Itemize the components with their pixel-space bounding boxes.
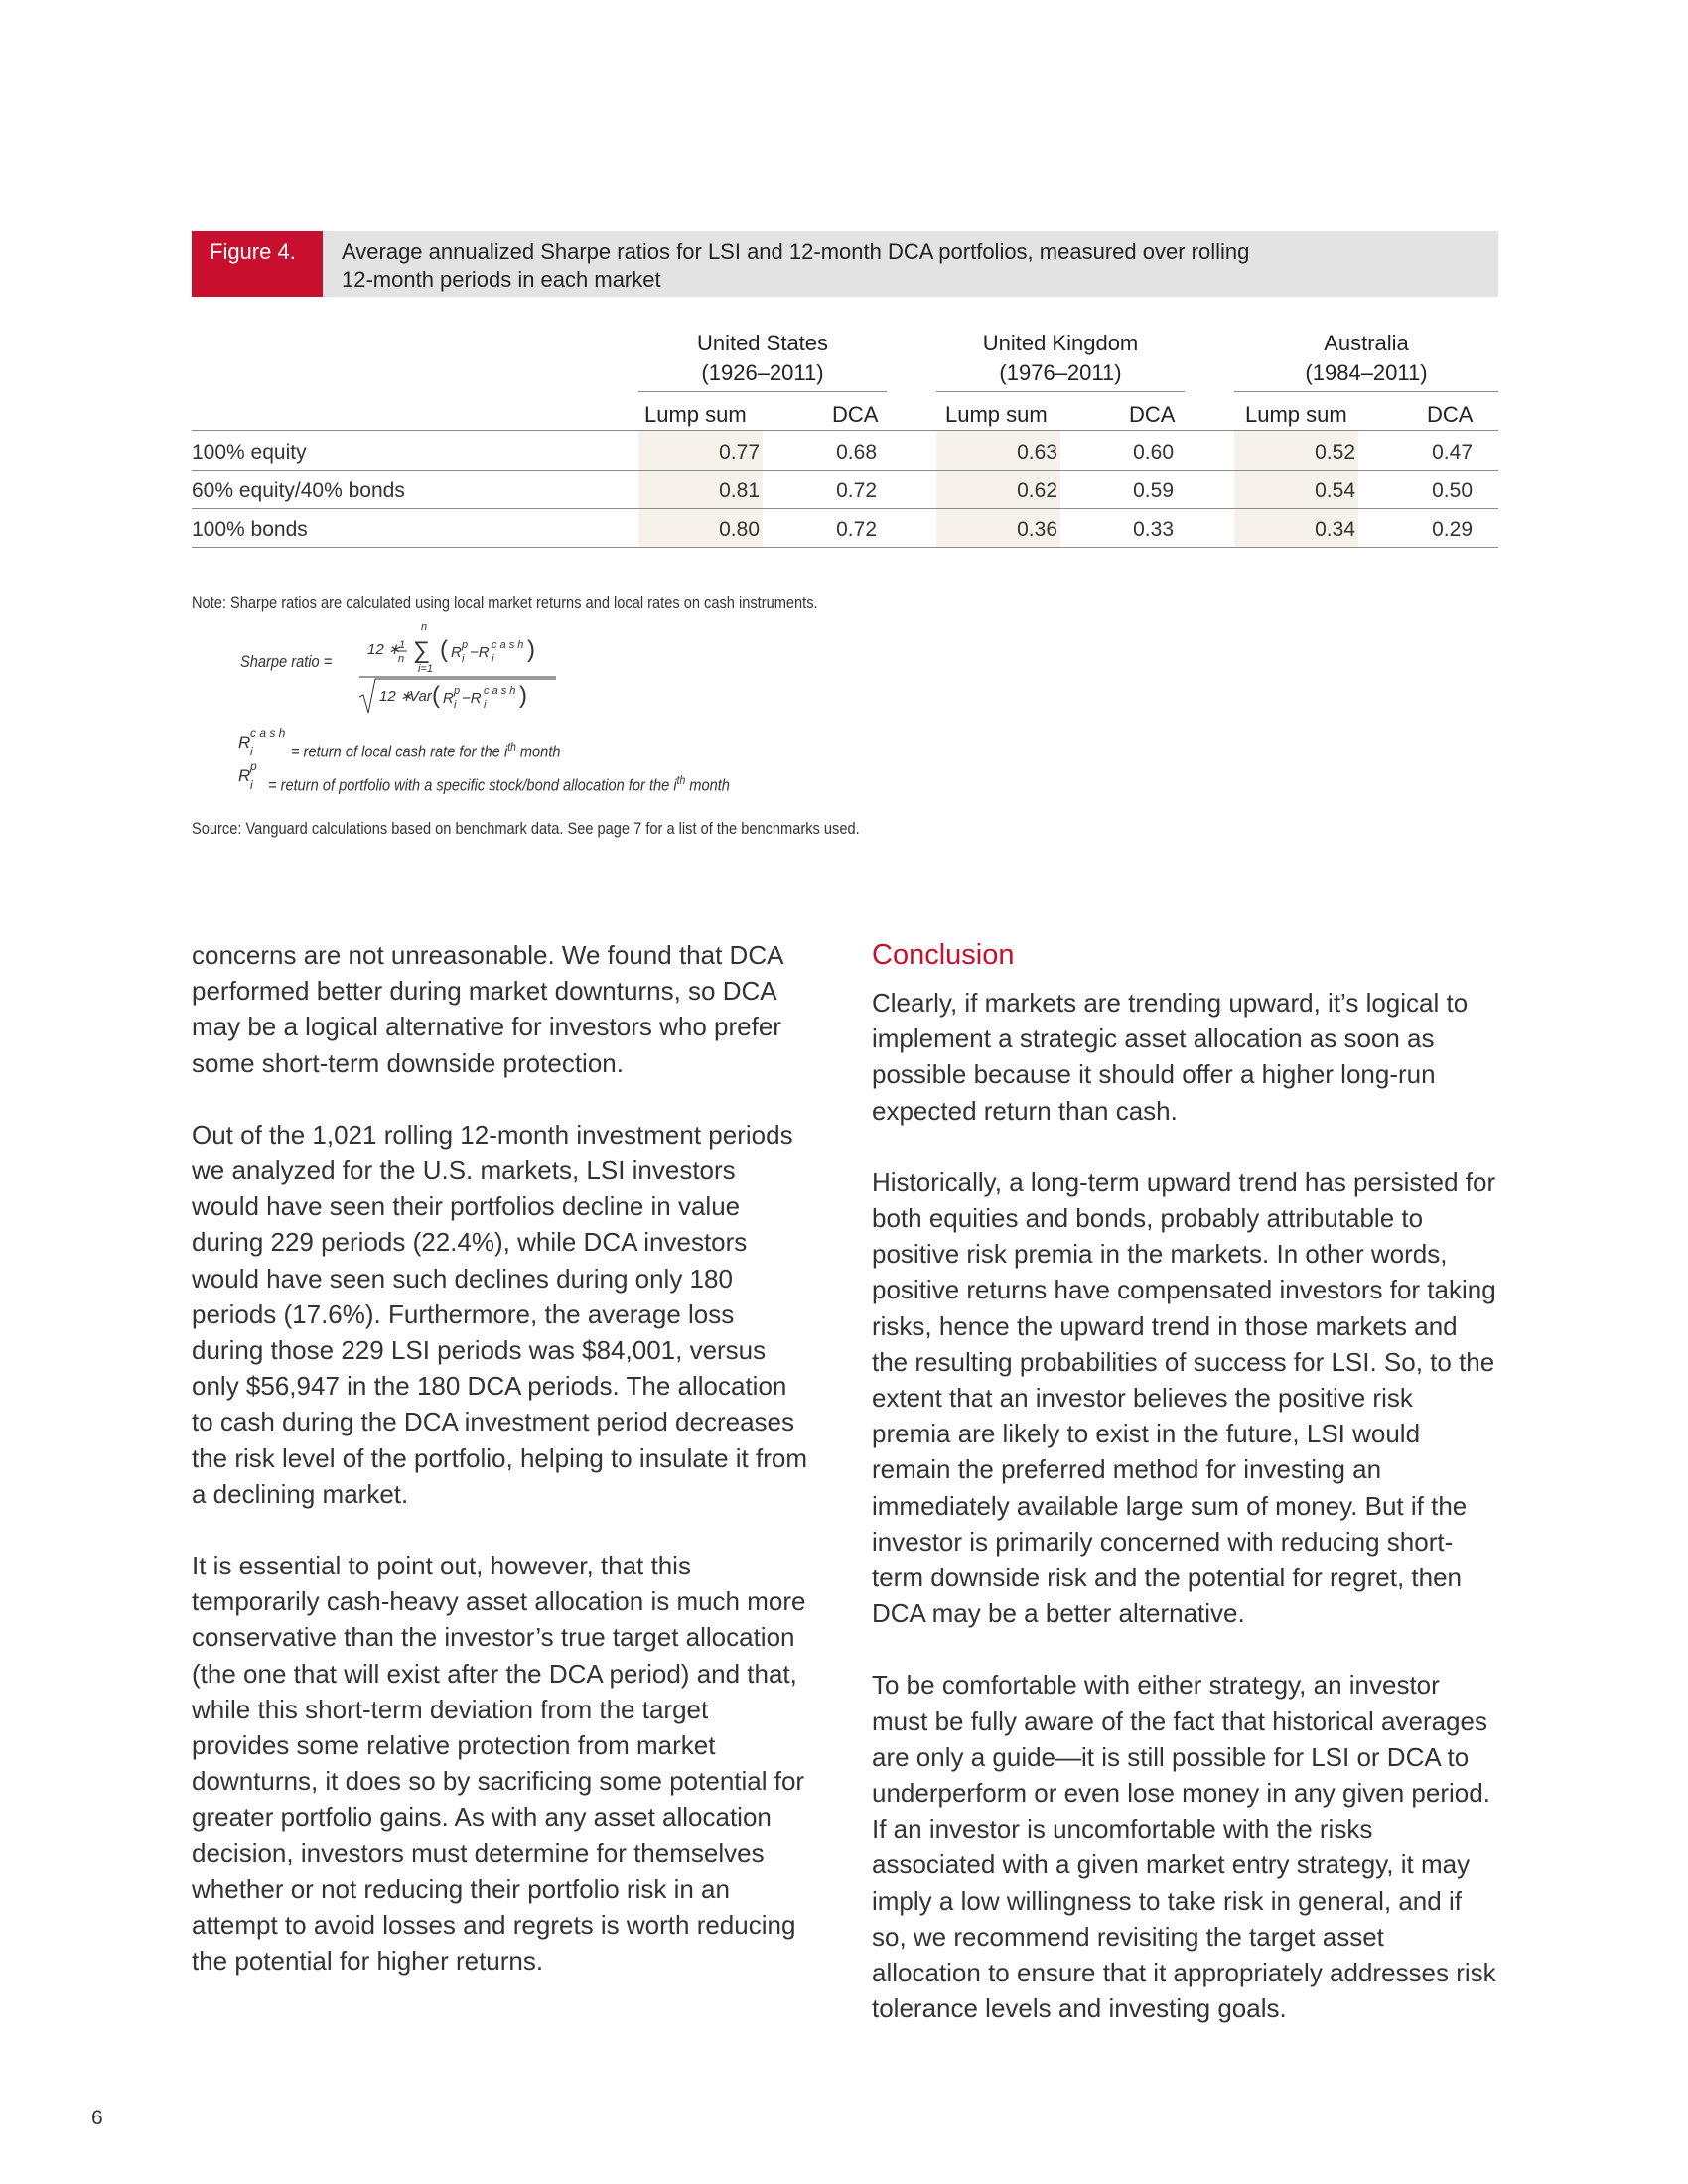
sharpe-ratio-formula (352, 615, 581, 720)
svg-text:i: i (454, 699, 457, 711)
cell-uk-lump-sum-r1: 0.63 (1017, 441, 1057, 464)
svg-text:c a s h: c a s h (492, 639, 524, 651)
svg-text:R: R (238, 733, 251, 751)
col-header-uk-dca: DCA (1129, 402, 1176, 427)
right-paragraph-1: Clearly, if markets are trending upward, it’s logical to implement a strategic asset allocation as soon as possible because it should offer a higher long-run expected return than cash. (872, 988, 1469, 1126)
right-column (872, 937, 1497, 2062)
group-period-us: (1926–2011) (701, 360, 824, 385)
row-label-60-40: 60% equity/40% bonds (192, 479, 405, 502)
cell-us-dca-r3: 0.72 (836, 518, 877, 541)
cell-us-lump-sum-r3: 0.80 (719, 518, 760, 541)
svg-text:c a s h: c a s h (484, 685, 516, 697)
svg-text:): ) (519, 682, 527, 709)
figure-title (342, 238, 1454, 294)
group-rule-us (638, 391, 887, 392)
cell-au-dca-r1: 0.47 (1432, 441, 1473, 464)
definition-cash: = return of local cash rate for the $i^{th}$ month (291, 740, 561, 761)
group-header-uk (936, 329, 1185, 388)
svg-text:i: i (492, 653, 494, 665)
svg-text:c a s h: c a s h (250, 726, 286, 740)
group-header-au (1234, 329, 1498, 388)
group-header-us (638, 329, 887, 388)
table-rule-row-1 (192, 470, 1498, 471)
cell-au-lump-sum-r1: 0.52 (1315, 441, 1355, 464)
svg-text:(: ( (440, 636, 448, 663)
svg-text:i: i (250, 778, 253, 792)
svg-text:12 ∗: 12 ∗ (379, 688, 413, 705)
group-name-uk: United Kingdom (982, 331, 1139, 355)
cell-uk-dca-r3: 0.33 (1133, 518, 1174, 541)
svg-text:Var: Var (409, 688, 432, 705)
svg-text:p: p (250, 759, 257, 773)
figure-label: Figure 4. (192, 231, 323, 297)
svg-text:12 ∗: 12 ∗ (367, 641, 401, 658)
figure-title-line-2: 12-month periods in each market (342, 267, 661, 292)
svg-text:R: R (451, 644, 462, 661)
cell-au-dca-r3: 0.29 (1432, 518, 1473, 541)
col-header-us-lump-sum: Lump sum (644, 402, 747, 427)
cell-au-lump-sum-r2: 0.54 (1315, 479, 1355, 502)
definition-portfolio: = return of portfolio with a specific stock/bond allocation for the $i^{th}$ month (268, 773, 730, 795)
svg-text:−R: −R (462, 690, 482, 707)
conclusion-heading: Conclusion (872, 939, 1015, 971)
col-header-au-lump-sum: Lump sum (1245, 402, 1347, 427)
svg-text:(: ( (432, 682, 440, 709)
cell-us-dca-r1: 0.68 (836, 441, 877, 464)
r-cash-symbol (236, 725, 292, 760)
cell-us-lump-sum-r1: 0.77 (719, 441, 760, 464)
source-note: Source: Vanguard calculations based on benchmark data. See page 7 for a list of the benchmarks used. (192, 819, 860, 838)
left-paragraph-1: concerns are not unreasonable. We found that DCA performed better during market downturns, so DCA may be a logical alternative for investors who prefer some short-term downside protection. (192, 940, 783, 1078)
table-rule-bottom (192, 547, 1498, 548)
row-label-100-equity: 100% equity (192, 441, 307, 464)
cell-au-dca-r2: 0.50 (1432, 479, 1473, 502)
cell-uk-lump-sum-r2: 0.62 (1017, 479, 1057, 502)
cell-uk-dca-r2: 0.59 (1133, 479, 1174, 502)
svg-text:−R: −R (470, 644, 490, 661)
cell-uk-dca-r1: 0.60 (1133, 441, 1174, 464)
cell-uk-lump-sum-r3: 0.36 (1017, 518, 1057, 541)
svg-text:i=1: i=1 (418, 663, 433, 675)
group-period-uk: (1976–2011) (999, 360, 1122, 385)
svg-text:n: n (421, 621, 428, 633)
figure-title-line-1: Average annualized Sharpe ratios for LSI and 12-month DCA portfolios, measured over rolling (342, 239, 1250, 264)
svg-text:i: i (462, 653, 465, 665)
svg-text:i: i (484, 699, 487, 711)
svg-text:i: i (250, 745, 253, 758)
left-paragraph-2: Out of the 1,021 rolling 12-month investment periods we analyzed for the U.S. markets, LSI investors would have seen their portfolios decline in value during 229 periods (22.4%), while DCA investors would have seen such declines during only 180 periods (17.6%). Furthermore, the average loss during those 229 LSI periods was $84,001, versus only $56,947 in the 180 DCA periods. The allocation to cash during the DCA investment period decreases the risk level of the portfolio, helping to insulate it from a declining market. (192, 1119, 807, 1509)
row-label-100-bonds: 100% bonds (192, 518, 308, 541)
group-rule-uk (936, 391, 1185, 392)
sharpe-ratio-label: Sharpe ratio = (240, 652, 333, 671)
table-rule-row-2 (192, 508, 1498, 509)
group-period-au: (1984–2011) (1305, 360, 1428, 385)
right-paragraph-2: Historically, a long-term upward trend has persisted for both equities and bonds, probably attributable to positive risk premia in the markets. In other words, positive returns have compensated investors for taking risks, hence the upward trend in those markets and the resulting probabilities of success for LSI. So, to the extent that an investor believes the positive risk premia are likely to exist in the future, LSI would remain the preferred method for investing an immediately available large sum of money. But if the investor is primarily concerned with reducing short-term downside risk and the potential for regret, then DCA may be a better alternative. (872, 1166, 1496, 1629)
svg-text:p: p (462, 639, 469, 651)
col-header-au-dca: DCA (1427, 402, 1474, 427)
svg-text:p: p (454, 685, 461, 697)
svg-text:1: 1 (399, 639, 406, 651)
left-column (192, 937, 807, 2014)
svg-text:∑: ∑ (413, 637, 431, 664)
right-paragraph-3: To be comfortable with either strategy, an investor must be fully aware of the fact that historical averages are only a guide—it is still possible for LSI or DCA to underperform or even lose money in any given period. If an investor is uncomfortable with the risks associated with a given market entry strategy, it may imply a low willingness to take risk in general, and if so, we recommend revisiting the target asset allocation to ensure that it appropriately addresses risk tolerance levels and investing goals. (872, 1670, 1496, 2024)
svg-text:R: R (238, 766, 251, 785)
left-paragraph-3: It is essential to point out, however, that this temporarily cash-heavy asset allocation is much more conservative than the investor’s true target allocation (the one that will exist after the DCA period) and that, while this short-term deviation from the target provides some relative protection from market downturns, it does so by sacrificing some potential for greater portfolio gains. As with any asset allocation decision, investors must determine for themselves whether or not reducing their portfolio risk in an attempt to avoid losses and regrets is worth reducing the potential for higher returns. (192, 1551, 806, 1977)
svg-text:R: R (443, 690, 454, 707)
svg-text:n: n (398, 653, 405, 665)
group-name-au: Australia (1324, 331, 1409, 355)
cell-us-lump-sum-r2: 0.81 (719, 479, 760, 502)
cell-au-lump-sum-r3: 0.34 (1315, 518, 1355, 541)
page-number: 6 (91, 2107, 103, 2129)
col-header-uk-lump-sum: Lump sum (945, 402, 1048, 427)
cell-us-dca-r2: 0.72 (836, 479, 877, 502)
group-rule-au (1234, 391, 1498, 392)
table-rule-header (192, 430, 1498, 431)
table-note: Note: Sharpe ratios are calculated using local market returns and local rates on cash instruments. (192, 593, 818, 612)
group-name-us: United States (696, 331, 829, 355)
col-header-us-dca: DCA (832, 402, 879, 427)
svg-text:): ) (527, 636, 535, 663)
